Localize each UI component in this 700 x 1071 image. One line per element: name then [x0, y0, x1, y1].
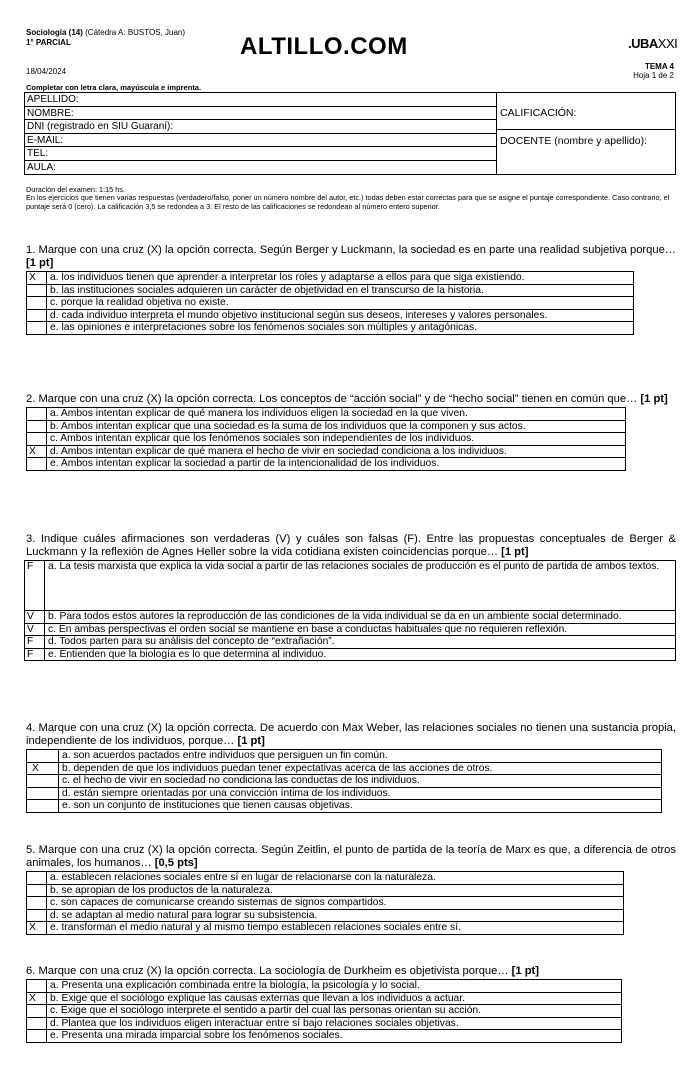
exam-instructions: [26, 186, 676, 211]
answer-mark[interactable]: [27, 420, 47, 433]
answer-mark[interactable]: [27, 284, 47, 297]
question-4: [26, 722, 676, 813]
option-text: d. se adaptan al medio natural para lograr su subsistencia.: [47, 909, 624, 922]
option-text: d. Ambos intentan explicar de qué manera el hecho de vivir en sociedad condiciona a los individuos.: [47, 445, 626, 458]
question-points: [1 pt]: [237, 735, 265, 747]
option-text: b. Ambos intentan explicar que una sociedad es la suma de los individuos que la componen y sus actos.: [47, 420, 626, 433]
option-row: [27, 909, 624, 922]
answer-mark[interactable]: [27, 872, 47, 885]
question-2: [26, 393, 676, 471]
option-row: [27, 433, 626, 446]
brand-title: ALTILLO.COM: [240, 33, 408, 60]
option-text: b. Exige que el sociólogo explique las causas externas que llevan a los individuos a actuar.: [47, 992, 622, 1005]
option-row: [25, 648, 676, 661]
student-id-form: [24, 92, 676, 175]
option-row: [27, 309, 634, 322]
option-row: [27, 445, 626, 458]
course-detail: (Cátedra A: BUSTOS, Juan): [82, 28, 186, 37]
option-row: [25, 561, 676, 611]
option-text: e. las opiniones e interpretaciones sobre los fenómenos sociales son múltiples y antagónicas.: [47, 322, 634, 335]
question-5: [26, 844, 676, 935]
grading-rules: En los ejercicios que tienen varias respuestas (verdadero/falso, poner un número nombre del autor, etc.) todas deben estar correctas para que se asigne el puntaje correspondiente. Caso contrario, el puntaje será 0 (cero). La calificación 3,5 se redondea a 3. El resto de las calificaciones se redondean al número entero superior.: [26, 193, 670, 211]
option-text: a. establecen relaciones sociales entre sí en lugar de relacionarse con la naturaleza.: [47, 872, 624, 885]
field-dni[interactable]: DNI (registrado en SIU Guaraní):: [25, 120, 496, 134]
answer-mark[interactable]: [27, 433, 47, 446]
answer-mark[interactable]: [27, 980, 47, 993]
option-text: b. se apropian de los productos de la naturaleza.: [47, 884, 624, 897]
question-1: [26, 244, 676, 335]
field-email[interactable]: E-MAIL:: [25, 134, 496, 148]
option-text: a. La tesis marxista que explica la vida social a partir de las relaciones sociales de producción es el punto de partida de ambos textos.: [45, 561, 676, 611]
field-calificacion: CALIFICACIÓN:: [497, 93, 675, 130]
option-row: [27, 1030, 622, 1043]
answer-mark[interactable]: [27, 1017, 47, 1030]
question-points: [1 pt]: [501, 546, 529, 558]
tema-label: TEMA 4: [644, 62, 674, 71]
option-row: [27, 458, 626, 471]
question-text: 2. Marque con una cruz (X) la opción correcta. Los conceptos de “acción social” y de “hecho social” tienen en común que… [1 pt]: [26, 393, 668, 405]
option-row: [25, 611, 676, 624]
option-row: [25, 623, 676, 636]
option-text: c. son capaces de comunicarse creando sistemas de signos compartidos.: [47, 897, 624, 910]
option-row: [27, 750, 662, 763]
option-text: e. transforman el medio natural y al mismo tiempo establecen relaciones sociales entre sí.: [47, 922, 624, 935]
option-text: c. Exige que el sociólogo interprete el sentido a partir del cual las personas orientan su acción.: [47, 1005, 622, 1018]
option-row: [27, 884, 624, 897]
exam-label: 1° PARCIAL: [26, 38, 71, 47]
option-row: [27, 992, 622, 1005]
answer-mark[interactable]: [27, 322, 47, 335]
option-row: [27, 272, 634, 285]
question-text: 3. Indique cuáles afirmaciones son verdaderas (V) y cuáles son falsas (F). Entre las propuestas conceptuales de Berger & Luckmann y la reflexión de Agnes Heller sobre la vida cotidiana existen coincidencias porque… [1 pt]: [26, 533, 676, 558]
question-6: [26, 965, 676, 1043]
question-points: [1 pt]: [26, 257, 54, 269]
option-text: d. están siempre orientadas por una convicción íntima de los individuos.: [59, 787, 662, 800]
question-text: 5. Marque con una cruz (X) la opción correcta. Según Zeitlin, el punto de partida de la teoría de Marx es que, a diferencia de otros animales, los humanos… [0,5 pts]: [26, 844, 676, 869]
option-text: a. los individuos tienen que aprender a interpretar los roles y adaptarse a ellos para que siga existiendo.: [47, 272, 634, 285]
field-nombre[interactable]: NOMBRE:: [25, 107, 496, 121]
answer-mark[interactable]: [27, 775, 59, 788]
field-docente: DOCENTE (nombre y apellido):: [500, 135, 648, 147]
id-fields: [25, 93, 497, 174]
answer-mark[interactable]: [27, 750, 59, 763]
question-3: [26, 533, 676, 661]
option-text: e. Ambos intentan explicar la sociedad a partir de la intencionalidad de los individuos.: [47, 458, 626, 471]
option-row: [27, 980, 622, 993]
field-tel[interactable]: TEL:: [25, 147, 496, 161]
question-points: [1 pt]: [511, 965, 540, 977]
option-text: c. el hecho de vivir en sociedad no condiciona las conductas de los individuos.: [59, 775, 662, 788]
answer-mark[interactable]: [27, 884, 47, 897]
option-text: a. son acuerdos pactados entre individuos que persiguen un fin común.: [59, 750, 662, 763]
answer-mark[interactable]: F: [25, 636, 45, 649]
uba-logo: .UBAXXI: [628, 36, 678, 51]
option-text: a. Presenta una explicación combinada entre la biología, la psicología y lo social.: [47, 980, 622, 993]
option-row: [25, 636, 676, 649]
answer-mark[interactable]: X: [27, 272, 47, 285]
options-table: [26, 271, 634, 335]
option-text: e. Entienden que la biología es lo que determina al individuo.: [45, 648, 676, 661]
answer-mark[interactable]: [27, 297, 47, 310]
course-title: Sociología (14): [26, 28, 83, 37]
grading-fields: [497, 93, 675, 174]
option-text: b. Para todos estos autores la reproducción de las condiciones de la vida individual se da en un ambiente social determinado.: [45, 611, 676, 624]
answer-mark[interactable]: [27, 897, 47, 910]
answer-mark[interactable]: [27, 1005, 47, 1018]
option-row: [27, 872, 624, 885]
option-row: [27, 408, 626, 421]
field-apellido[interactable]: APELLIDO:: [25, 93, 496, 107]
answer-mark[interactable]: X: [27, 762, 59, 775]
answer-mark[interactable]: X: [27, 922, 47, 935]
question-points: [0,5 pts]: [154, 857, 198, 869]
option-text: b. las instituciones sociales adquieren un carácter de objetividad en el transcurso de la historia.: [47, 284, 634, 297]
question-points: [1 pt]: [640, 393, 668, 405]
options-table: [26, 871, 624, 935]
options-table: [24, 560, 676, 661]
option-row: [27, 322, 634, 335]
option-row: [27, 284, 634, 297]
option-row: [27, 762, 662, 775]
tema-info: [633, 62, 674, 80]
option-text: a. Ambos intentan explicar de qué manera los individuos eligen la sociedad en la que viven.: [47, 408, 626, 421]
options-table: [26, 407, 626, 471]
option-text: c. Ambos intentan explicar que los fenómenos sociales son independientes de los individuos.: [47, 433, 626, 446]
option-text: e. Presenta una mirada imparcial sobre los fenómenos sociales.: [47, 1030, 622, 1043]
answer-mark[interactable]: [27, 800, 59, 813]
option-text: d. cada individuo interpreta el mundo objetivo institucional según sus deseos, intereses y valores personales.: [47, 309, 634, 322]
option-row: [27, 800, 662, 813]
option-text: c. En ambas perspectivas el orden social se mantiene en base a conductas habituales que no requieren reflexión.: [45, 623, 676, 636]
options-table: [26, 749, 662, 813]
answer-mark[interactable]: F: [25, 561, 45, 611]
options-table: [26, 979, 622, 1043]
exam-date: 18/04/2024: [26, 67, 67, 76]
question-text: 4. Marque con una cruz (X) la opción correcta. De acuerdo con Max Weber, las relaciones sociales no tienen una sustancia propia, independiente de los individuos, porque… [1 pt]: [26, 722, 676, 747]
option-text: d. Plantea que los individuos eligen interactuar entre sí bajo relaciones sociales objetivas.: [47, 1017, 622, 1030]
answer-mark[interactable]: [27, 309, 47, 322]
answer-mark[interactable]: [27, 408, 47, 421]
complete-note: Completar con letra clara, mayúscula e imprenta.: [26, 83, 202, 92]
page-count: Hoja 1 de 2: [633, 71, 674, 80]
answer-mark[interactable]: X: [27, 992, 47, 1005]
answer-mark[interactable]: [27, 909, 47, 922]
answer-mark[interactable]: V: [25, 611, 45, 624]
option-text: d. Todos parten para su análisis del concepto de “extrañación”.: [45, 636, 676, 649]
option-row: [27, 787, 662, 800]
answer-mark[interactable]: F: [25, 648, 45, 661]
option-text: e. son un conjunto de instituciones que tienen causas objetivas.: [59, 800, 662, 813]
option-row: [27, 420, 626, 433]
answer-mark[interactable]: X: [27, 445, 47, 458]
question-text: 1. Marque con una cruz (X) la opción correcta. Según Berger y Luckmann, la sociedad es en parte una realidad subjetiva porque… [1 pt]: [26, 244, 676, 269]
duration: Duración del examen: 1:15 hs.: [26, 185, 125, 194]
answer-mark[interactable]: [27, 787, 59, 800]
option-row: [27, 1005, 622, 1018]
answer-mark[interactable]: V: [25, 623, 45, 636]
option-row: [27, 897, 624, 910]
question-text: 6. Marque con una cruz (X) la opción correcta. La sociología de Durkheim es objetivista porque… [1 pt]: [26, 965, 540, 977]
option-text: c. porque la realidad objetiva no existe.: [47, 297, 634, 310]
answer-mark[interactable]: [27, 458, 47, 471]
course-header: [26, 28, 185, 48]
option-text: b. dependen de que los individuos puedan tener expectativas acerca de las acciones de otros.: [59, 762, 662, 775]
field-aula[interactable]: AULA:: [27, 161, 56, 173]
option-row: [27, 775, 662, 788]
answer-mark[interactable]: [27, 1030, 47, 1043]
option-row: [27, 1017, 622, 1030]
option-row: [27, 922, 624, 935]
option-row: [27, 297, 634, 310]
